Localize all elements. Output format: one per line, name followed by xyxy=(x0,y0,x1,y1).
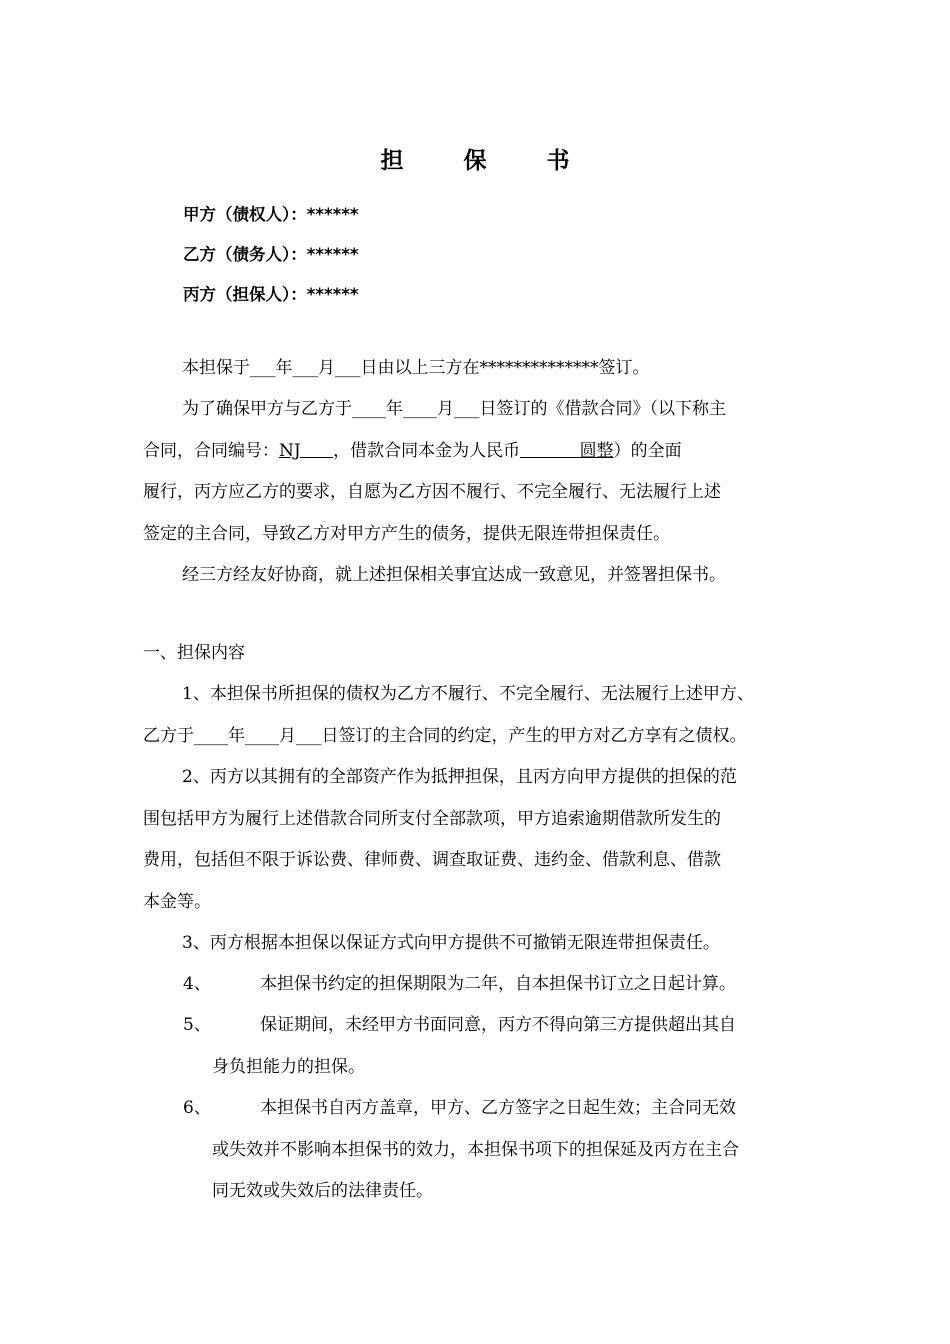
contract-number: NJ xyxy=(279,440,334,461)
party-a-label: 甲方（债权人）： xyxy=(183,205,307,224)
intro-signing: 本担保于___年___月___日由以上三方在**************签订。 xyxy=(182,358,650,378)
loan-amount: 圆整 xyxy=(520,440,614,461)
party-b xyxy=(183,243,359,267)
clause-3: 3、丙方根据本担保以保证方式向甲方提供不可撤销无限连带担保责任。 xyxy=(182,933,720,953)
party-c-value: ****** xyxy=(306,285,359,304)
intro-agreement: 经三方经友好协商，就上述担保相关事宜达成一致意见，并签署担保书。 xyxy=(182,565,726,585)
clause-2: 2、丙方以其拥有的全部资产作为抵押担保，且丙方向甲方提供的担保的范 围包括甲方为履行上述借款合同所支付全部款项，甲方追索逾期借款所发生的 费用，包括但不限于诉讼费、律师费、调查取证费、违约金、借款利息、借款 本金等。 xyxy=(143,767,737,912)
document-page: 担 保 书 甲方（债权人）：****** 乙方（债务人）：****** 丙方（担保人）：****** 本担保于___年___月___日由以上三方在**************签订。 为了确保甲方与乙方于____年____月___日签订的《借款合同》（以下称主 合同，合同编号：NJ ，借款合同本金为人民币 圆整）的全面 履行，丙方应乙方的要求，自愿为乙方因不履行、不完全履行、无法履行上述 签定的主合同，导致乙方对甲方产生的债务，提供无限连带担保责任。 经三方经友好协商，就上述担保相关事宜达成一致意见，并签署担保书。 一、担保内容 1、本担保书所担保的债权为乙方不履行、不完全履行、无法履行上述甲方、 乙方于____年____月___日签订的主合同的约定，产生的甲方对乙方享有之债权。 2、丙方以其拥有的全部资产作为抵押担保，且丙方向甲方提供的担保的范 围包括甲方为履行上述借款合同所支付全部款项，甲方追索逾期借款所发生的 费用，包括但不限于诉讼费、律师费、调查取证费、违约金、借款利息、借款 本金等。 3、丙方根据本担保以保证方式向甲方提供不可撤销无限连带担保责任。 4、 本担保书约定的担保期限为二年，自本担保书订立之日起计算。 5、 保证期间，未经甲方书面同意，丙方不得向第三方提供超出其自 身负担能力的担保。 6、 本担保书自丙方盖章，甲方、乙方签字之日起生效；主合同无效 或失效并不影响本担保书的效力，本担保书项下的担保延及丙方在主合 同无效或失效后的法律责任。 xyxy=(0,0,950,1344)
document-title: 担 保 书 xyxy=(380,148,596,174)
party-b-value: ****** xyxy=(306,245,359,264)
party-b-label: 乙方（债务人）： xyxy=(183,245,307,264)
party-c-label: 丙方（担保人）： xyxy=(183,285,307,304)
clause-1: 1、本担保书所担保的债权为乙方不履行、不完全履行、无法履行上述甲方、 乙方于____年____月___日签订的主合同的约定，产生的甲方对乙方享有之债权。 xyxy=(143,684,754,746)
section-heading: 一、担保内容 xyxy=(143,643,245,663)
intro-purpose: 为了确保甲方与乙方于____年____月___日签订的《借款合同》（以下称主 合同，合同编号：NJ ，借款合同本金为人民币 圆整）的全面 履行，丙方应乙方的要求，自愿为乙方因不履行、不完全履行、无法履行上述 签定的主合同，导致乙方对甲方产生的债务，提供无限连带担保责任。 xyxy=(143,399,726,544)
party-a-value: ****** xyxy=(306,205,359,224)
party-c xyxy=(183,283,359,307)
party-a xyxy=(183,203,359,227)
